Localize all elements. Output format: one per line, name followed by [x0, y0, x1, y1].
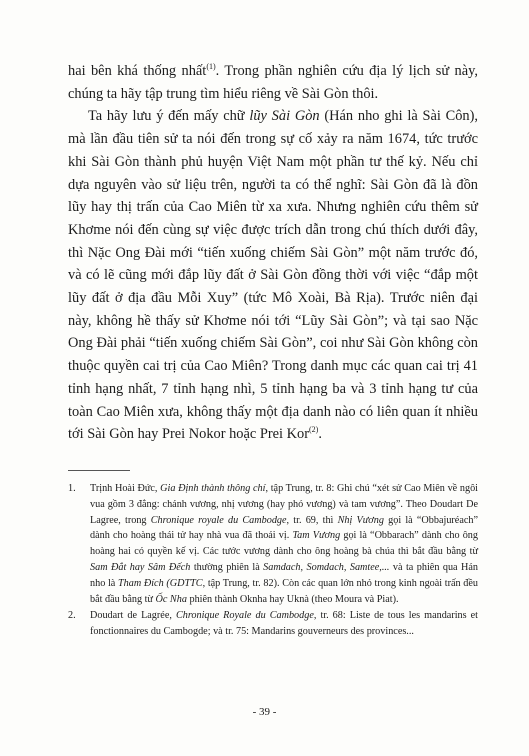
- text-run: Gia Định thành thông chí: [160, 482, 266, 494]
- text-run: . Trong phần nghiên cứu địa lý lịch sử này, chúng ta hãy tập trung tìm hiểu riêng về Sài Gòn thôi.: [68, 63, 478, 102]
- text-run: lũy Sài Gòn: [249, 108, 320, 125]
- text-run: Tam Vương: [292, 530, 341, 542]
- text-run: Nhị Vương: [337, 514, 384, 526]
- page-number: - 39 -: [252, 706, 277, 718]
- footnote-number: 1.: [68, 482, 76, 494]
- text-run: , tr. 68: Liste de tous les mandarins et fonctionnaires du Cambogde; và tr. 75: Mandarins gouverneurs des provinces...: [90, 610, 478, 638]
- text-run: Doudart de Lagrée,: [90, 610, 176, 622]
- text-run: và ta phiên qua Hán nho là: [90, 561, 478, 589]
- text-run: Chronique Royale du Cambodge: [175, 610, 314, 622]
- footnote-reference: (2): [309, 425, 319, 435]
- paragraph: [68, 60, 478, 105]
- footnote-text: [90, 481, 478, 607]
- text-run: phiên thành Oknha hay Uknà (theo Moura và Piat).: [186, 593, 399, 605]
- footnote-separator: [68, 470, 130, 471]
- text-run: gọi là “Obbajuréach” dành cho hoàng thái tử hay nhà vua đã thoái vị.: [90, 514, 478, 542]
- text-run: .: [318, 426, 322, 443]
- footnote: [68, 608, 478, 640]
- text-run: gọi là “Obbarach” dành cho ông hoàng hai có quyền kế vị. Các tước vương dành cho ông hoàng bà chúa thì bắt đầu bằng từ: [90, 530, 478, 558]
- text-run: thường phiên là: [190, 561, 264, 573]
- footnote: [68, 481, 478, 607]
- text-run: Tham Đích (GDTTC: [117, 577, 203, 589]
- text-run: (Hán nho ghi là Sài Côn), mà lần đầu tiên sử ta nói đến trong sự cố xảy ra năm 1674, tức trước khi Sài Gòn thành phủ huyện Việt Nam một phần tư thế kỷ. Nếu chỉ dựa nguyên vào sử liệu trên, người ta có thể nghĩ: Sài Gòn đã là đồn lũy hay thị trấn của Cao Miên từ xa xưa. Nhưng nghiên cứu thêm sử Khơme nói đến cùng sự việc được trích dẫn trong chú thích dưới đây, thì Nặc Ong Đài mới “tiến xuống chiếm Sài Gòn” một năm trước đó, và có lẽ cũng mới đắp lũy đất ở Sài Gòn đồng thời với việc “đắp một lũy đất ở địa đầu Mỗi Xuy” (tức Mô Xoài, Bà Rịa). Trước niên đại này, không hề thấy sử Khơme nói tới “Lũy Sài Gòn”; và tại sao Nặc Ong Đài phải “tiến xuống chiếm Sài Gòn”, coi như Sài Gòn không còn thuộc quyền cai trị của Cao Miên? Trong danh mục các quan cai trị 41 tỉnh hạng nhất, 7 tỉnh hạng nhì, 5 tỉnh hạng ba và 3 tỉnh hạng tư của toàn Cao Miên xưa, không thấy một địa danh nào có liên quan ít nhiều tới Sài Gòn hay Prei Nokor hoặc Prei Kor: [68, 108, 479, 443]
- text-run: , tập Trung, tr. 8: Ghi chú “xét sử Cao Miên về ngôi vua gồm 3 đẳng: chánh vương, nhị vương (hay phó vương) và tam vương”. Theo Doudart De Lagree, trong: [90, 482, 478, 526]
- body-text: [68, 60, 478, 446]
- footnotes: [68, 481, 478, 640]
- text-run: , tập Trung, tr. 82). Còn các quan lớn nhỏ trong kinh ngoài trấn đều bắt đầu bằng từ: [90, 577, 479, 605]
- text-run: , tr. 69, thì: [286, 514, 338, 526]
- footnote-number: 2.: [68, 610, 76, 622]
- text-run: hai bên khá thống nhất: [68, 63, 207, 79]
- paragraph: [68, 105, 478, 446]
- text-run: Ta hãy lưu ý đến mấy chữ: [88, 108, 250, 125]
- page-content: [68, 60, 478, 641]
- text-run: Trịnh Hoài Đức,: [90, 482, 161, 494]
- text-run: Sam Đắt hay Sâm Đếch: [90, 561, 191, 573]
- footnote-reference: (1): [206, 62, 216, 72]
- footnote-text: [90, 608, 478, 640]
- text-run: Ốc Nha: [155, 593, 187, 605]
- text-run: Chronique royale du Cambodge: [150, 514, 287, 526]
- text-run: Samdach, Somdach, Samtee,...: [263, 561, 390, 573]
